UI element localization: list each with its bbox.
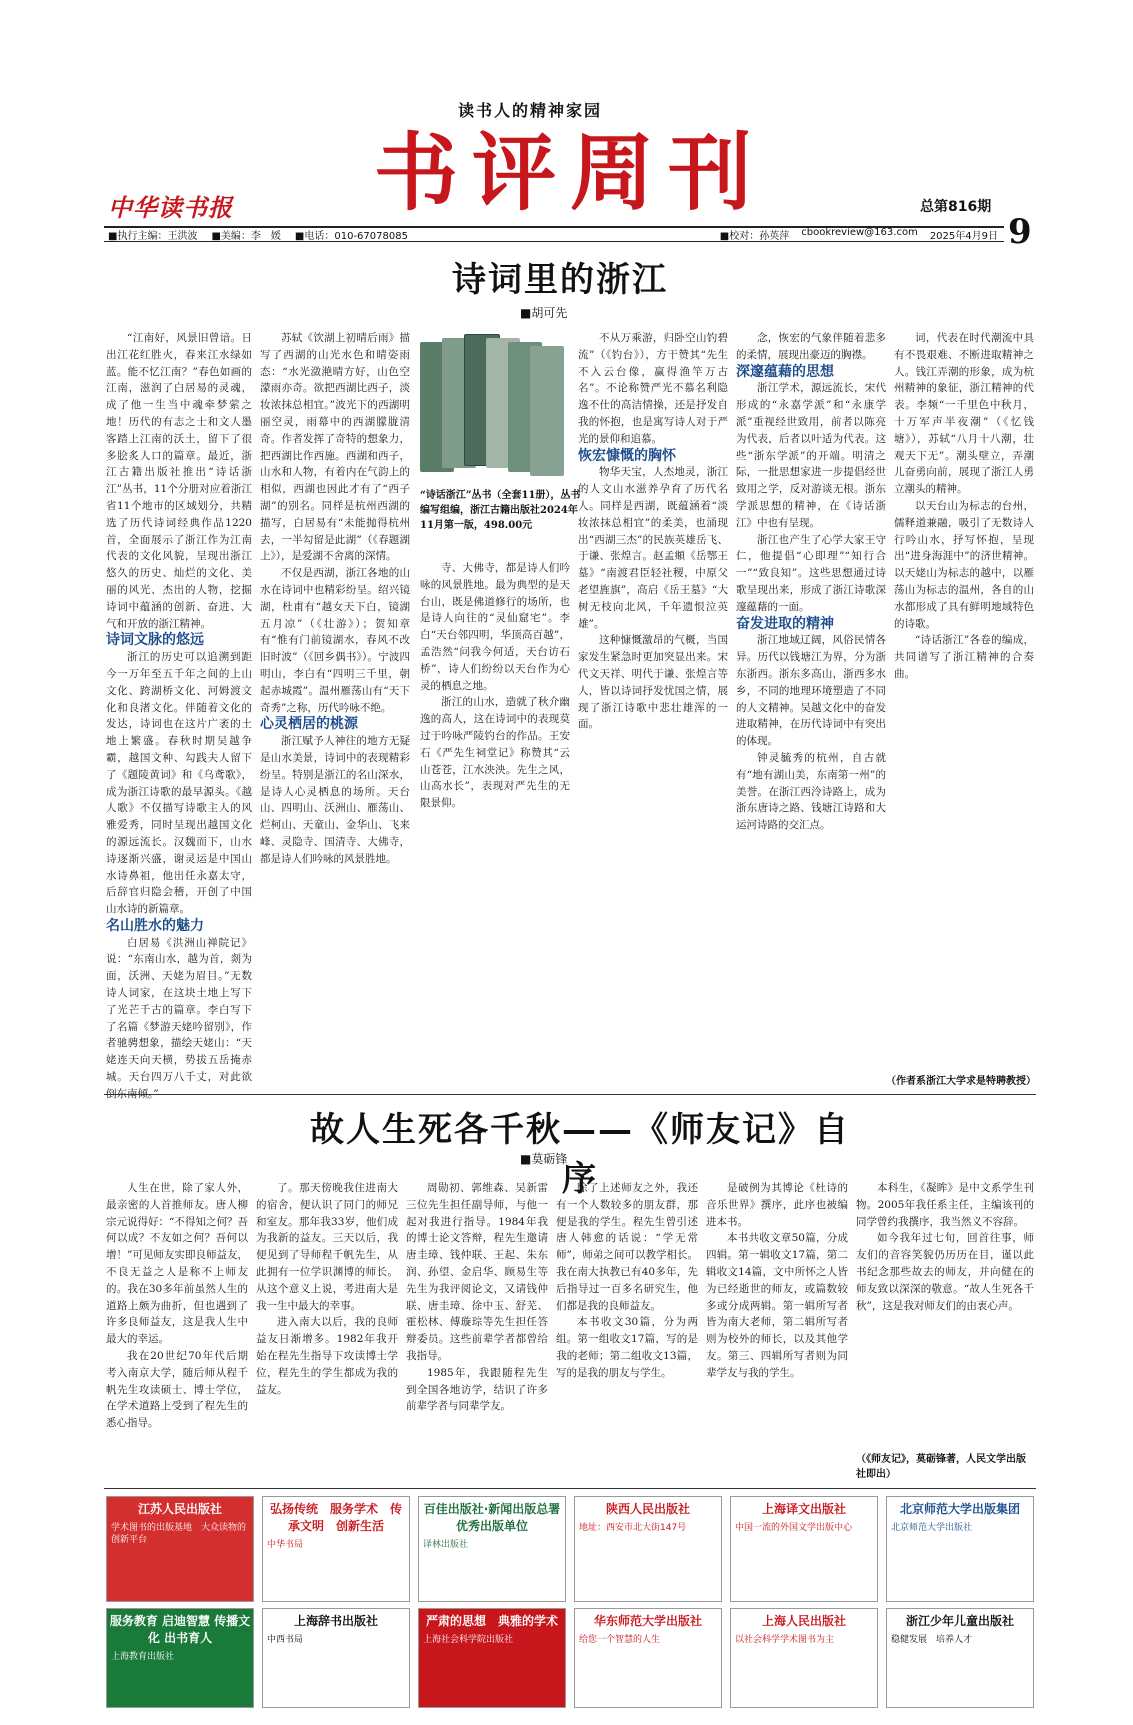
- paragraph: 钟灵毓秀的杭州，自古就有“地有湖山美，东南第一州”的美誉。在浙江西泠诗路上，成为浙东唐诗之路、钱塘江诗路和大运河诗路的交汇点。: [736, 751, 886, 832]
- article2-byline-note: （《师友记》，莫砺锋著，人民文学出版社即出）: [856, 1454, 1026, 1480]
- publisher-ad[interactable]: [574, 1496, 722, 1602]
- paragraph: 1985年，我跟随程先生到全国各地访学，结识了许多前辈学者与同辈学友。: [406, 1366, 548, 1413]
- article2-column-2: [256, 1180, 398, 1475]
- paragraph: 浙江地域辽阔，风俗民情各异。历代以钱塘江为界，分为浙东浙西。浙东多高山，浙西多水乡，不同的地理环境塑造了不同的人文精神。吴越文化中的奋发进取精神，在历代诗词中有突出的体现。: [736, 634, 886, 748]
- article1-column-5: [736, 330, 886, 1090]
- article1-column-2: [260, 330, 410, 1090]
- section-divider: [104, 1094, 1036, 1095]
- issue-total: 总第816期: [920, 199, 992, 215]
- article1-column-6: [894, 330, 1034, 1070]
- paragraph: 不仅是西湖，浙江各地的山水在诗词中也精彩纷呈。绍兴镜湖，杜甫有“越女天下白，镜湖五月凉”（《壮游》）；贺知章有“惟有门前镜湖水，春风不改旧时波”（《回乡偶书》）。宁波四明山，李白有“四明三千里，朝起赤城霞”。温州雁荡山有“天下奇秀”之称，历代吟咏不绝。: [260, 567, 410, 714]
- phone-credit: ■电话：010-67078085: [294, 231, 408, 242]
- book-set-image: [420, 332, 570, 482]
- paragraph: 了。那天傍晚我住进南大的宿舍，便认识了同门的师兄和室友。那年我33岁，他们成为我新的益友。三天以后，我便见到了导师程千帆先生，从此拥有一位学识渊博的师长。从这个意义上说，考进南大是我一生中最大的幸事。: [256, 1182, 398, 1312]
- ad-subtext: 学术图书的出版基地 大众读物的创新平台: [111, 1523, 247, 1545]
- publisher-ad[interactable]: [418, 1608, 566, 1708]
- section-heading: 恢宏慷慨的胸怀: [578, 447, 676, 464]
- paragraph: 物华天宝，人杰地灵，浙江的人文山水滋养孕育了历代名人。同样是西湖，既蕴涵着“淡妆浓抹总相宜”的柔美，也涌现出“西湖三杰”的民族英雄岳飞、于谦、张煌言。赵孟頫《岳鄂王墓》“南渡君臣轻社稷，中原父老望旌旗”，高启《岳王墓》“大树无枝向北风，千年遗恨泣英雄”。: [578, 466, 728, 630]
- ad-subtext: 地址：西安市北大街147号: [579, 1523, 687, 1533]
- paragraph: 浙江的山水，造就了秋介幽逸的高人，这在诗词中的表现莫过于吟咏严陵钓台的作品。王安石《严先生祠堂记》称赞其“云山苍苍，江水泱泱。先生之风，山高水长”，表现对严先生的无限景仰。: [420, 696, 570, 810]
- ad-headline: 上海辞书出版社: [293, 1614, 378, 1628]
- ad-subtext: 稳健发展 培养人才: [891, 1635, 973, 1645]
- editor-credit: ■执行主编：王洪波: [108, 231, 198, 242]
- article1-byline-note: （作者系浙江大学求是特聘教授）: [886, 1076, 1036, 1087]
- paragraph: 浙江的历史可以追溯到距今一万年至五千年之间的上山文化、跨湖桥文化、河姆渡文化和良渚文化。伴随着文化的发达，诗词也在这片广袤的土地上繁盛。春秋时期吴越争霸，越国文种、勾践夫人留下了《题陵黄词》和《乌鸢歌》，成为浙江诗歌的最早源头。《越人歌》不仅描写诗歌主人的风雅爱秀，同时呈现出越国文化的源远流长。汉魏而下，山水诗逐渐兴盛，谢灵运是中国山水诗鼻祖，他出任永嘉太守，后辞官归隐会稽，开创了中国山水诗的新篇章。: [106, 651, 252, 916]
- ad-subtext: 中西书局: [267, 1635, 304, 1645]
- publisher-ad[interactable]: [730, 1608, 878, 1708]
- paragraph: 本书共收文章50篇，分成四辑。第一辑收文17篇，第二辑收文14篇，文中所怀之人皆为已经逝世的师友，或篇数较多或分成两辑。第一辑所写者皆为南大老师，第二辑所写者则为校外的师长，以及其他学友。第三、四辑所写者则为同辈学友与我的学生。: [706, 1232, 848, 1379]
- ad-headline: 上海译文出版社: [761, 1502, 846, 1516]
- section-heading: 深邃蕴藉的思想: [736, 363, 834, 380]
- paragraph: 周勋初、郭维森、吴新雷三位先生担任副导师，与他一起对我进行指导。1984年我的博士论文答辩，程先生邀请唐圭璋、钱仲联、王起、朱东润、孙望、金启华、顾易生等先生为我评阅论文，又请钱仲联、唐圭璋、徐中玉、舒芜、霍松林、傅璇琮等先生担任答辩委员。这些前辈学者都曾给我指导。: [406, 1182, 548, 1362]
- info-bar: [104, 226, 1004, 242]
- paragraph: 如今我年过七旬，回首往事，师友们的音容笑貌仍历历在目，谨以此书纪念那些故去的师友，并向健在的师友致以深深的敬意。“故人生死各千秋”，这是我对师友们的由衷心声。: [856, 1232, 1034, 1312]
- publisher-ad[interactable]: [886, 1496, 1034, 1602]
- paragraph: 本科生，《凝眸》是中文系学生刊物。2005年我任系主任，主编该刊的同学曾约我撰序，我当然义不容辞。: [856, 1182, 1034, 1228]
- book-caption: “诗话浙江”丛书（全套11册），丛书编写组编，浙江古籍出版社2024年11月第一版，498.00元: [420, 490, 581, 531]
- article1-column-3a: [420, 560, 570, 1090]
- paragraph: 本书收文30篇，分为两组。第一组收文17篇，写的是我的老师；第二组收文13篇，写的是我的朋友与学生。: [556, 1316, 698, 1379]
- ad-headline: 北京师范大学出版集团: [899, 1502, 1020, 1516]
- publisher-ad[interactable]: [574, 1608, 722, 1708]
- paragraph: 词，代表在时代潮流中具有不畏艰难、不断进取精神之人。钱江弄潮的形象，成为杭州精神的象征，浙江精神的代表。李频“一千里色中秋月，十万军声半夜潮”（《忆钱塘》），苏轼“八月十八潮，壮观天下无”。潮头壁立，弄潮儿奋勇向前，展现了浙江人勇立潮头的精神。: [894, 332, 1034, 496]
- proof-credit: ■校对：孙英萍: [719, 231, 790, 242]
- ad-subtext: 以社会科学学术图书为主: [735, 1635, 835, 1645]
- article2-title: 故人生死各千秋——《师友记》自序: [310, 1110, 850, 1199]
- ad-headline: 服务教育 启迪智慧 传播文化 出书育人: [109, 1614, 251, 1645]
- article1-column-1: [106, 330, 252, 1100]
- ad-subtext: 北京师范大学出版社: [891, 1523, 973, 1533]
- paragraph: 我在20世纪70年代后期考入南京大学，随后师从程千帆先生攻读硕士、博士学位，在学术道路上受到了程先生的悉心指导。: [106, 1349, 248, 1430]
- section-heading: 奋发进取的精神: [736, 615, 834, 632]
- paragraph: 浙江也产生了心学大家王守仁，他提倡“心即理”“知行合一”“致良知”。这些思想通过诗歌呈现出来，形成了浙江诗歌深邃蕴藉的一面。: [736, 533, 886, 613]
- publisher-ad[interactable]: [262, 1608, 410, 1708]
- art-credit: ■美编：李 媛: [211, 231, 281, 242]
- paragraph: 白居易《洪洲山禅院记》说：“东南山水，越为首，剡为面，沃洲、天姥为眉目。”无数诗人词家，在这块土地上写下了光芒千古的篇章。李白写下了名篇《梦游天姥吟留别》，作者驰骋想象，描绘天姥山：“天姥连天向天横，势拔五岳掩赤城。天台四万八千丈，对此欲倒东南倾。”: [106, 936, 252, 1100]
- ad-headline: 江苏人民出版社: [137, 1502, 222, 1516]
- publisher-ad[interactable]: [886, 1608, 1034, 1708]
- section-heading: 诗词文脉的悠远: [106, 632, 204, 649]
- article2-column-6: [856, 1180, 1034, 1440]
- ad-subtext: 中华书局: [267, 1540, 304, 1550]
- paragraph: 人生在世，除了家人外，最亲密的人首推师友。唐人柳宗元说得好：“不得知之何？吾何以成？不友如之何？吾何以增！”可见师友实即良师益友，不良无益之人是称不上师友的。我在30多年前虽然人生的道路上颇为曲折，但也遇到了许多良师益友，这是我人生中最大的幸运。: [106, 1182, 248, 1346]
- article2-column-4: [556, 1180, 698, 1475]
- paragraph: “江南好，风景旧曾谙。日出江花红胜火，春来江水绿如蓝。能不忆江南？”春色如画的江南，滋润了白居易的灵魂，成了他一生当中魂牵梦萦之地！历代的有志之士和文人墨客踏上江南的沃土，留下了很多脍炙人口的篇章。最近，浙江古籍出版社推出“诗话浙江”丛书，11个分册对应着浙江省11个地市的区域划分，共精选了历代诗词经典作品1220首，全面展示了浙江作为江南代表的文化风貌，呈现出浙江悠久的历史、灿烂的文化、美丽的风光、杰出的人物，挖掘诗词中蕴涵的创新、奋进、大气和开放的浙江精神。: [106, 332, 252, 630]
- paragraph: 寺、大佛寺，都是诗人们吟咏的风景胜地。最为典型的是天台山，既是佛道修行的场所，也是诗人向往的“灵仙窟宅”。李白“天台邻四明，华顶高百越”，孟浩然“问我今何适，天台访石桥”，诗人们纷纷以天台作为心灵的栖息之地。: [420, 562, 570, 692]
- paragraph: 苏轼《饮湖上初晴后雨》描写了西湖的山光水色和晴姿雨态：“水光潋滟晴方好，山色空濛雨亦奇。欲把西湖比西子，淡妆浓抹总相宜。”波光下的西湖明丽空灵，雨幕中的西湖朦胧清奇。作者发挥了奇特的想象力，把西湖比作西施。西湖和西子，山水和人物，有着内在气韵上的相似，西湖也因此才有了“西子湖”的别名。同样是杭州西湖的描写，白居易有“未能抛得杭州去，一半勾留是此湖”（《春题湖上》），是爱湖不舍离的深情。: [260, 332, 410, 563]
- publisher-ad[interactable]: [730, 1496, 878, 1602]
- paragraph: 除了上述师友之外，我还有一个人数较多的朋友群，那便是我的学生。程先生曾引述唐人韩愈的话说：“学无常师”，师弟之间可以教学相长。我在南大执教已有40多年，先后指导过一百多名研究生，他们都是我的良师益友。: [556, 1182, 698, 1312]
- ad-headline: 华东师范大学出版社: [593, 1614, 702, 1628]
- ad-headline: 百佳出版社·新闻出版总署优秀出版单位: [423, 1502, 561, 1533]
- publisher-ad[interactable]: [418, 1496, 566, 1602]
- article1-author: ■胡可先: [520, 306, 568, 320]
- ad-subtext: 译林出版社: [423, 1540, 469, 1550]
- ad-subtext: 上海社会科学院出版社: [423, 1635, 514, 1645]
- email-link[interactable]: cbookreview@163.com: [801, 227, 918, 238]
- ad-headline: 上海人民出版社: [761, 1614, 846, 1628]
- ad-subtext: 给您一个智慧的人生: [579, 1635, 661, 1645]
- ad-headline: 陕西人民出版社: [605, 1502, 690, 1516]
- page-number: 9: [1008, 212, 1032, 252]
- ad-subtext: 上海教育出版社: [111, 1652, 175, 1662]
- paragraph: 不从万乘游，归卧空山钓碧流”（《钓台》），方干赞其“先生不入云台像，赢得渔竿万古名”。不论称赞严光不慕名利隐逸不仕的高洁情操，还是抒发自我的怀抱，也是寓写诗人对于严光的景仰和追慕。: [578, 332, 728, 445]
- paragraph: 浙江学术，源远流长，宋代形成的“永嘉学派”和“永康学派”重视经世致用，前者以陈亮为代表，后者以叶适为代表。这些“浙东学派”的开端。明清之际，一批思想家进一步提倡经世致用之学，反对游谈无根。浙东学派思想的精神，在《诗话浙江》中也有呈现。: [736, 382, 886, 529]
- ad-headline: 浙江少年儿童出版社: [905, 1614, 1014, 1628]
- newspaper-logo: 中华读书报: [108, 193, 233, 222]
- paragraph: 浙江赋予人神往的地方无疑是山水美景，诗词中的表现精彩纷呈。特别是浙江的名山深水，是诗人心灵栖息的场所。天台山、四明山、沃洲山、雁荡山、烂柯山、天童山、金华山、飞来峰、灵隐寺、国清寺、大佛寺，都是诗人们吟咏的风景胜地。: [260, 735, 410, 865]
- article2-column-5: [706, 1180, 848, 1475]
- ad-headline: 严肃的思想 典雅的学术: [425, 1614, 558, 1628]
- ad-headline: 弘扬传统 服务学术 传承文明 创新生活: [269, 1502, 402, 1533]
- issue-date: 2025年4月9日: [929, 231, 998, 242]
- ads-divider: [104, 1488, 1036, 1489]
- publisher-ad[interactable]: [106, 1496, 254, 1602]
- article2-author: ■莫砺锋: [520, 1152, 568, 1166]
- article2-column-3: [406, 1180, 548, 1475]
- paragraph: 进入南大以后，我的良师益友日渐增多。1982年我开始在程先生指导下攻读博士学位，程先生的学生都成为我的益友。: [256, 1316, 398, 1396]
- article2-column-1: [106, 1180, 248, 1475]
- publisher-ad[interactable]: [262, 1496, 410, 1602]
- section-title: 书评周刊: [373, 123, 766, 222]
- paragraph: 念，恢宏的气象伴随着悲多的柔情，展现出豪迈的胸襟。: [736, 332, 886, 361]
- paragraph: 这种慷慨激昂的气概，当国家发生紧急时更加突显出来。宋代文天祥、明代于谦、张煌言等人，皆以诗词抒发忧国之情，展现了浙江诗歌中悲壮雄浑的一面。: [578, 634, 728, 731]
- publisher-ad[interactable]: [106, 1608, 254, 1708]
- section-heading: 心灵栖居的桃源: [260, 716, 358, 733]
- masthead-slogan: 读书人的精神家园: [457, 101, 602, 120]
- section-heading: 名山胜水的魅力: [106, 917, 204, 934]
- ad-subtext: 中国一流的外国文学出版中心: [735, 1523, 853, 1533]
- article1-title: 诗词里的浙江: [452, 260, 668, 300]
- paragraph: “诗话浙江”各卷的编成，共同谱写了浙江精神的合奏曲。: [894, 634, 1034, 680]
- paragraph: 以天台山为标志的台州，儒释道兼融，吸引了无数诗人行吟山水，抒写怀抱，呈现出“进身海涯中”的济世精神。以天姥山为标志的越中，以雁荡山为标志的温州，各自的山水都形成了具有鲜明地域特色的诗歌。: [894, 499, 1034, 630]
- article1-column-4: [578, 330, 728, 1090]
- paragraph: 是破例为其博论《杜诗的音乐世界》撰序，此序也被编进本书。: [706, 1182, 848, 1228]
